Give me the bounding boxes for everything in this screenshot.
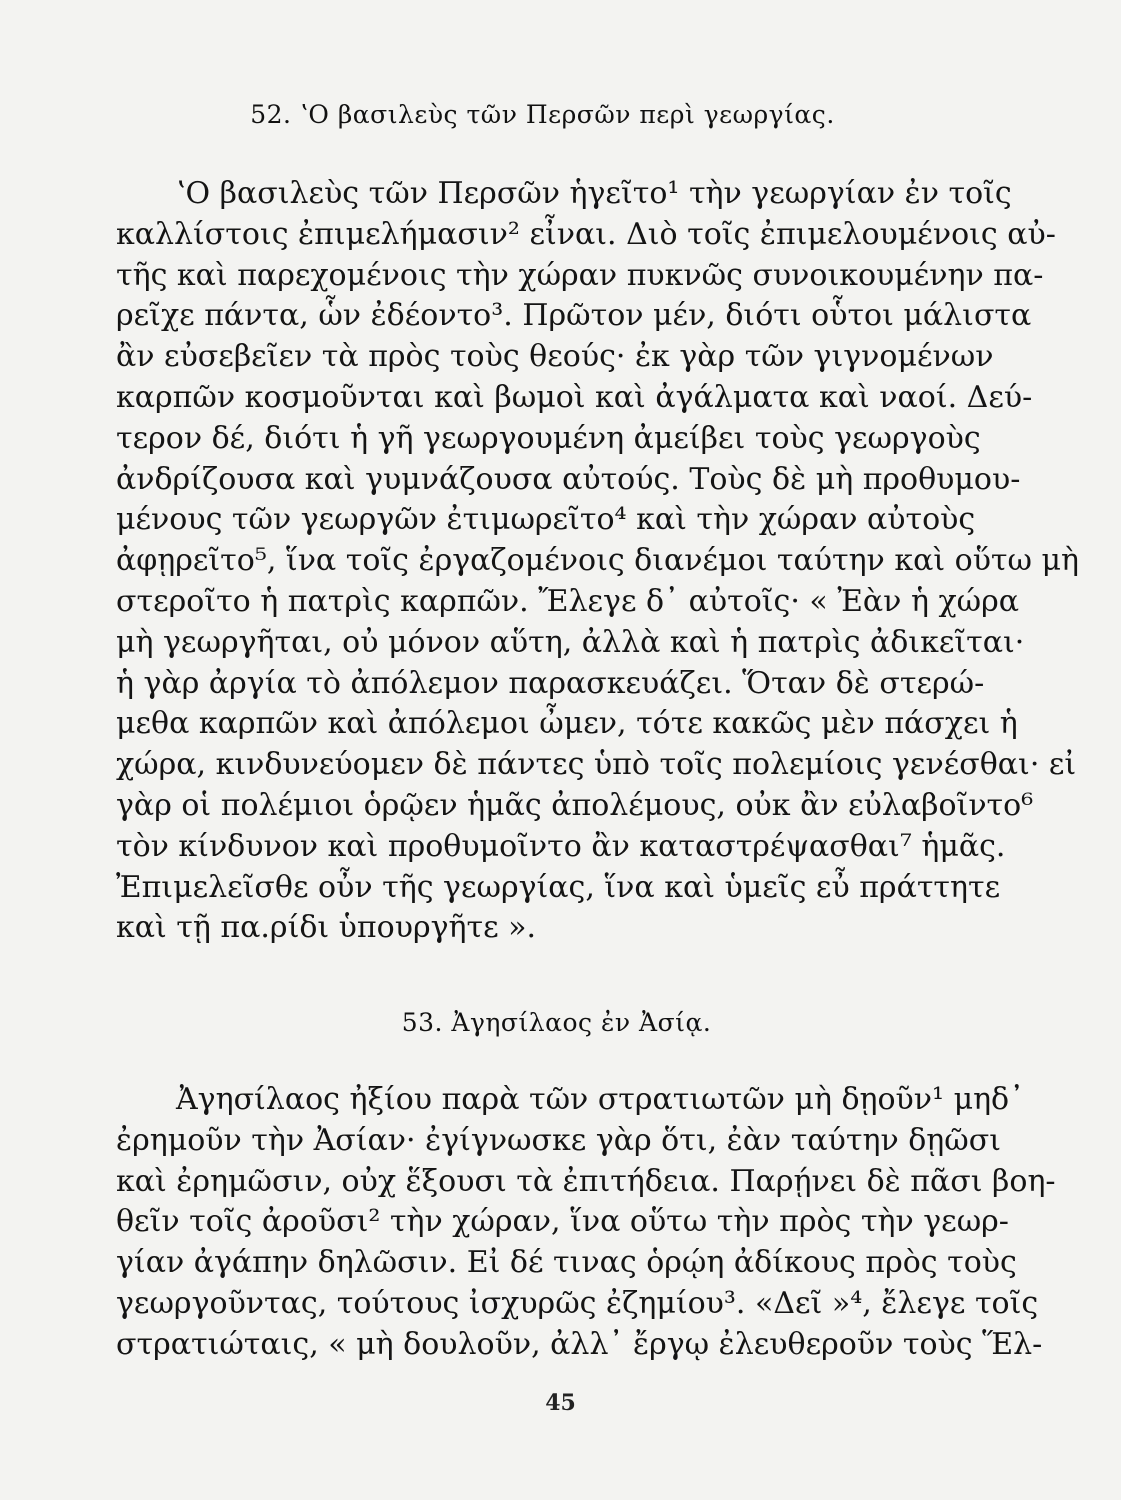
text-line: καρπῶν κοσμοῦνται καὶ βωμοὶ καὶ ἀγάλματα καὶ ναοί. Δεύ- [116, 380, 1033, 415]
text-line: ʽΟ βασιλεὺς τῶν Περσῶν ἡγεῖτο¹ τὴν γεωργίαν ἐν τοῖς [176, 176, 1012, 211]
text-line: μένους τῶν γεωργῶν ἐτιμωρεῖτο⁴ καὶ τὴν χώραν αὐτοὺς [116, 502, 976, 538]
text-line: καὶ ἐρημῶσιν, οὐχ ἕξουσι τὰ ἐπιτήδεια. Παρῄνει δὲ πᾶσι βοη- [116, 1163, 1056, 1199]
section-52-heading: 52. ʽΟ βασιλεὺς τῶν Περσῶν περὶ γεωργίας. [250, 100, 835, 129]
section-53-heading: 53. Ἀγησίλαος ἐν Ἀσίᾳ. [401, 1008, 712, 1037]
text-line: γὰρ οἱ πολέμιοι ὁρῷεν ἡμᾶς ἀπολέμους, οὐκ ἂν εὐλαβοῖντο⁶ [116, 788, 1034, 823]
text-line: ἐρημοῦν τὴν Ἀσίαν· ἐγίγνωσκε γὰρ ὅτι, ἐὰν ταύτην δῃῶσι [116, 1122, 1001, 1158]
text-line: χώρα, κινδυνεύομεν δὲ πάντες ὑπὸ τοῖς πολεμίοις γενέσθαι· εἰ [116, 747, 1077, 783]
text-line: στεροῖτο ἡ πατρὶς καρπῶν. Ἔλεγε δ᾽ αὐτοῖς· « Ἐὰν ἡ χώρα [116, 584, 1019, 619]
text-line: θεῖν τοῖς ἀροῦσι² τὴν χώραν, ἵνα οὕτω τὴν πρὸς τὴν γεωρ- [116, 1204, 1009, 1240]
text-line: γεωργοῦντας, τούτους ἰσχυρῶς ἐζημίου³. «Δεῖ »⁴, ἔλεγε τοῖς [116, 1286, 1039, 1321]
text-line: ἀφῃρεῖτο⁵, ἵνα τοῖς ἐργαζομένοις διανέμοι ταύτην καὶ οὕτω μὴ [116, 543, 1080, 579]
text-line: τερον δέ, διότι ἡ γῆ γεωργουμένη ἀμείβει τοὺς γεωργοὺς [116, 420, 981, 456]
text-line: τὸν κίνδυνον καὶ προθυμοῖντο ἂν καταστρέψασθαι⁷ ἡμᾶς. [116, 828, 1006, 864]
text-line: γίαν ἀγάπην δηλῶσιν. Εἰ δέ τινας ὁρῴη ἀδίκους πρὸς τοὺς [116, 1245, 1017, 1281]
text-line: ρεῖχε πάντα, ὧν ἐδέοντο³. Πρῶτον μέν, διότι οὗτοι μάλιστα [116, 298, 1032, 334]
text-line: τῆς καὶ παρεχομένοις τὴν χώραν πυκνῶς συνοικουμένην πα- [116, 257, 1044, 293]
text-line: Ἀγησίλαος ἠξίου παρὰ τῶν στρατιωτῶν μὴ δῃοῦν¹ μηδ᾽ [176, 1082, 1025, 1117]
text-line: μεθα καρπῶν καὶ ἀπόλεμοι ὦμεν, τότε κακῶς μὲν πάσχει ἡ [116, 706, 1018, 742]
page-number: 45 [545, 1390, 576, 1416]
text-line: Ἐπιμελεῖσθε οὖν τῆς γεωργίας, ἵνα καὶ ὑμεῖς εὖ πράττητε [116, 869, 1001, 905]
text-line: καὶ τῇ πα.ρίδι ὑπουργῆτε ». [116, 910, 537, 946]
text-line: ἡ γὰρ ἀργία τὸ ἀπόλεμον παρασκευάζει. Ὅταν δὲ στερώ- [116, 665, 985, 701]
text-line: στρατιώταις, « μὴ δουλοῦν, ἀλλ᾽ ἔργῳ ἐλευθεροῦν τοὺς Ἕλ- [116, 1326, 1043, 1362]
text-line: μὴ γεωργῆται, οὐ μόνον αὕτη, ἀλλὰ καὶ ἡ πατρὶς ἀδικεῖται· [116, 624, 1025, 660]
text-line: καλλίστοις ἐπιμελήμασιν² εἶναι. Διὸ τοῖς ἐπιμελουμένοις αὐ- [116, 216, 1056, 252]
text-line: ἀνδρίζουσα καὶ γυμνάζουσα αὐτούς. Τοὺς δὲ μὴ προθυμου- [116, 461, 1021, 497]
text-line: ἂν εὐσεβεῖεν τὰ πρὸς τοὺς θεούς· ἐκ γὰρ τῶν γιγνομένων [116, 339, 994, 375]
